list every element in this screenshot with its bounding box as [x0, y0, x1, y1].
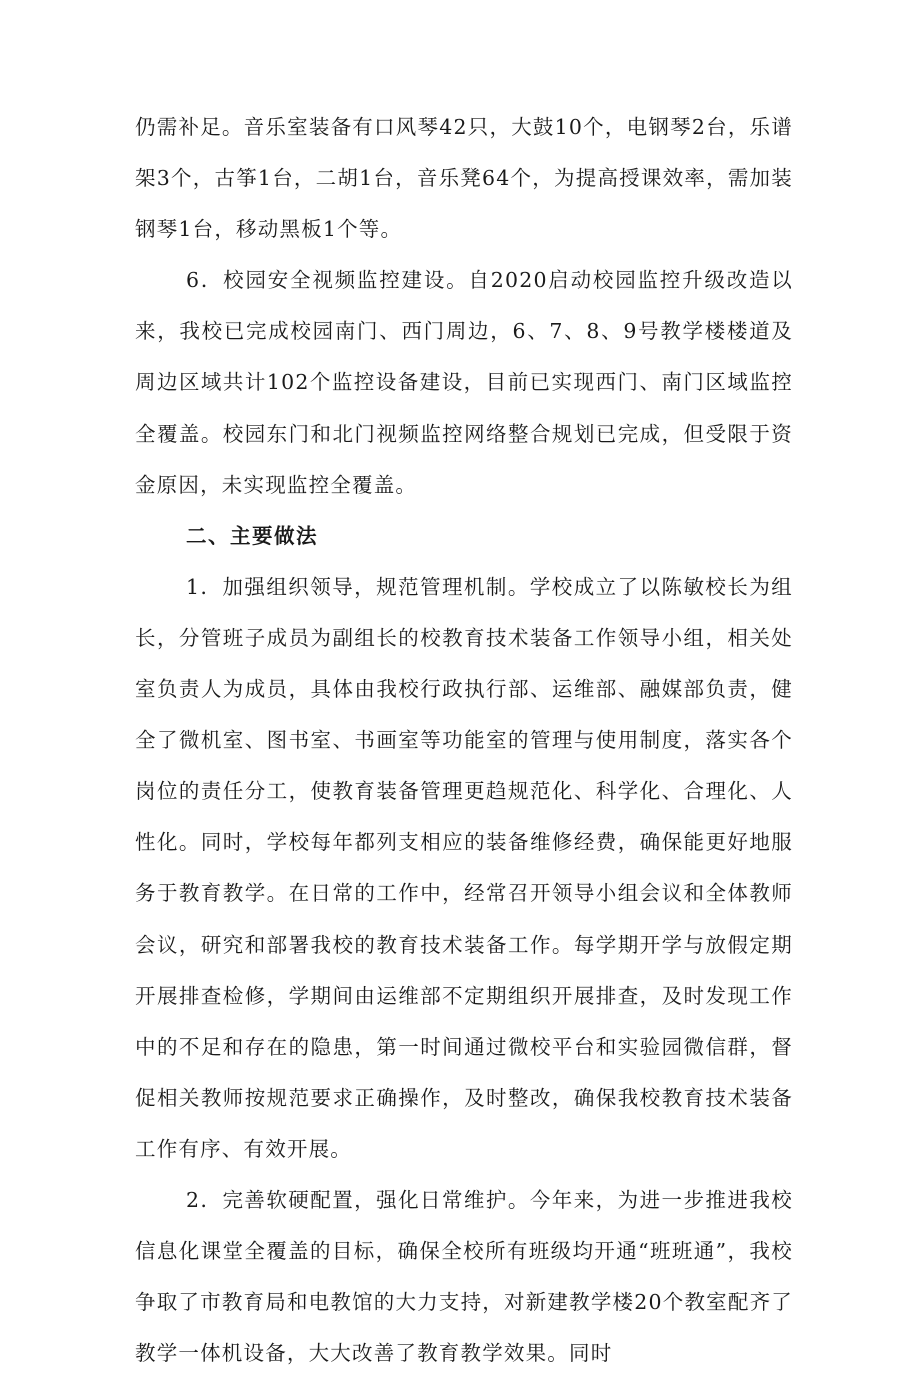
paragraph-continued: 仍需补足。音乐室装备有口风琴42只，大鼓10个，电钢琴2台，乐谱架3个，古筝1台，二胡1台，音乐凳64个，为提高授课效率，需加装钢琴1台，移动黑板1个等。: [135, 115, 793, 242]
paragraph-item-6-surveillance: 6．校园安全视频监控建设。自2020启动校园监控升级改造以来，我校已完成校园南门、西门周边，6、7、8、9号教学楼楼道及周边区域共计102个监控设备建设，目前已实现西门、南门区域监控全覆盖。校园东门和北门视频监控网络整合规划已完成，但受限于资金原因，未实现监控全覆盖。: [135, 268, 793, 497]
document-body: [135, 102, 793, 1379]
paragraph-method-2-configuration: 2．完善软硬配置，强化日常维护。今年来，为进一步推进我校信息化课堂全覆盖的目标，确保全校所有班级均开通“班班通”，我校争取了市教育局和电教馆的大力支持，对新建教学楼20个教室配齐了教学一体机设备，大大改善了教育教学效果。同时: [135, 1187, 793, 1366]
section-heading-main-practices: 二、主要做法: [186, 523, 318, 548]
paragraph-method-1-organization: 1．加强组织领导，规范管理机制。学校成立了以陈敏校长为组长，分管班子成员为副组长的校教育技术装备工作领导小组，相关处室负责人为成员，具体由我校行政执行部、运维部、融媒部负责，健全了微机室、图书室、书画室等功能室的管理与使用制度，落实各个岗位的责任分工，使教育装备管理更趋规范化、科学化、合理化、人性化。同时，学校每年都列支相应的装备维修经费，确保能更好地服务于教育教学。在日常的工作中，经常召开领导小组会议和全体教师会议，研究和部署我校的教育技术装备工作。每学期开学与放假定期开展排查检修，学期间由运维部不定期组织开展排查，及时发现工作中的不足和存在的隐患，第一时间通过微校平台和实验园微信群，督促相关教师按规范要求正确操作，及时整改，确保我校教育技术装备工作有序、有效开展。: [135, 574, 793, 1161]
